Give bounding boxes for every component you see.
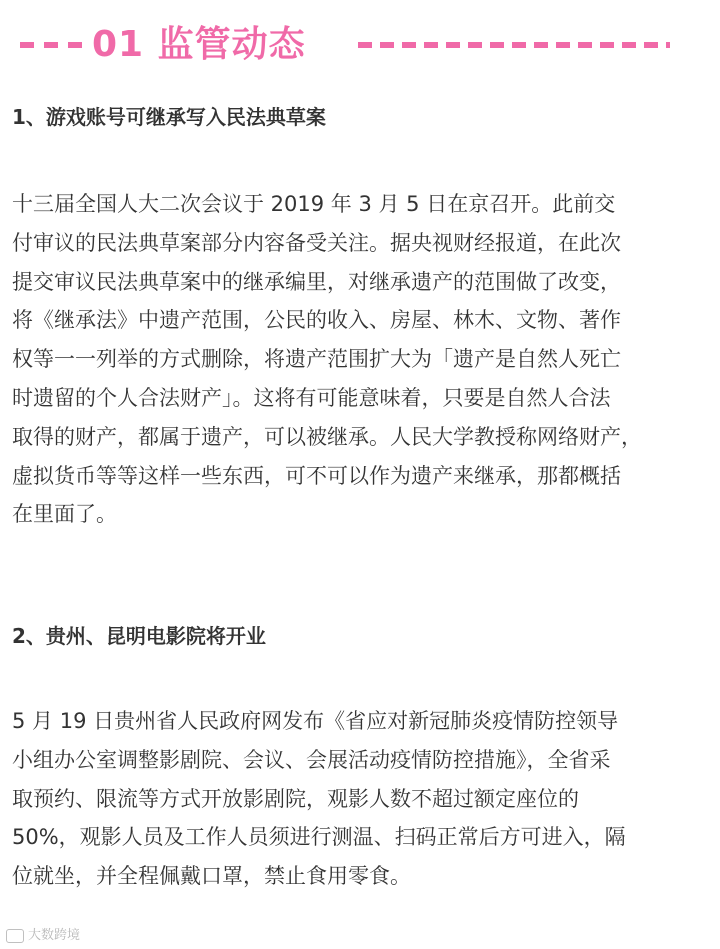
watermark-text: 大数跨境: [28, 928, 81, 943]
text-line: 虚拟货币等等这样一些东西，可不可以作为遗产来继承，那都概括: [12, 463, 621, 488]
text-line: 时遗留的个人合法财产」。这将有可能意味着，只要是自然人合法: [12, 385, 611, 410]
text-line: 位就坐，并全程佩戴口罩，禁止食用零食。: [12, 864, 411, 889]
article-body-1: [12, 185, 712, 534]
text-line: 在里面了。: [12, 502, 117, 527]
text-line: 权等一一列举的方式删除，将遗产范围扩大为「遗产是自然人死亡: [12, 347, 621, 372]
decorative-dashes-right: [358, 42, 670, 48]
article-heading-1: 1、游戏账号可继承写入民法典草案: [12, 105, 326, 129]
text-line: 提交审议民法典草案中的继承编里，对继承遗产的范围做了改变，: [12, 269, 621, 294]
decorative-dashes-left: [20, 42, 82, 48]
watermark-logo-icon: [6, 929, 24, 943]
text-line: 十三届全国人大二次会议于 2019 年 3 月 5 日在京召开。此前交: [12, 192, 616, 216]
article-heading-2: 2、贵州、昆明电影院将开业: [12, 624, 266, 648]
text-line: 取预约、限流等方式开放影剧院，观影人数不超过额定座位的: [12, 786, 579, 811]
section-header: [0, 20, 720, 80]
watermark: [6, 924, 80, 943]
text-line: 付审议的民法典草案部分内容备受关注。据央视财经报道，在此次: [12, 230, 621, 255]
text-line: 50%，观影人员及工作人员须进行测温、扫码正常后方可进入，隔: [12, 825, 626, 850]
text-line: 将《继承法》中遗产范围，公民的收入、房屋、林木、文物、著作: [12, 308, 621, 333]
text-line: 小组办公室调整影剧院、会议、会展活动疫情防控措施》，全省采: [12, 747, 611, 772]
text-line: 5 月 19 日贵州省人民政府网发布《省应对新冠肺炎疫情防控领导: [12, 709, 619, 733]
section-title: 01 监管动态: [92, 24, 306, 65]
text-line: 取得的财产，都属于遗产，可以被继承。人民大学教授称网络财产，: [12, 424, 642, 449]
article-body-2: [12, 702, 712, 896]
